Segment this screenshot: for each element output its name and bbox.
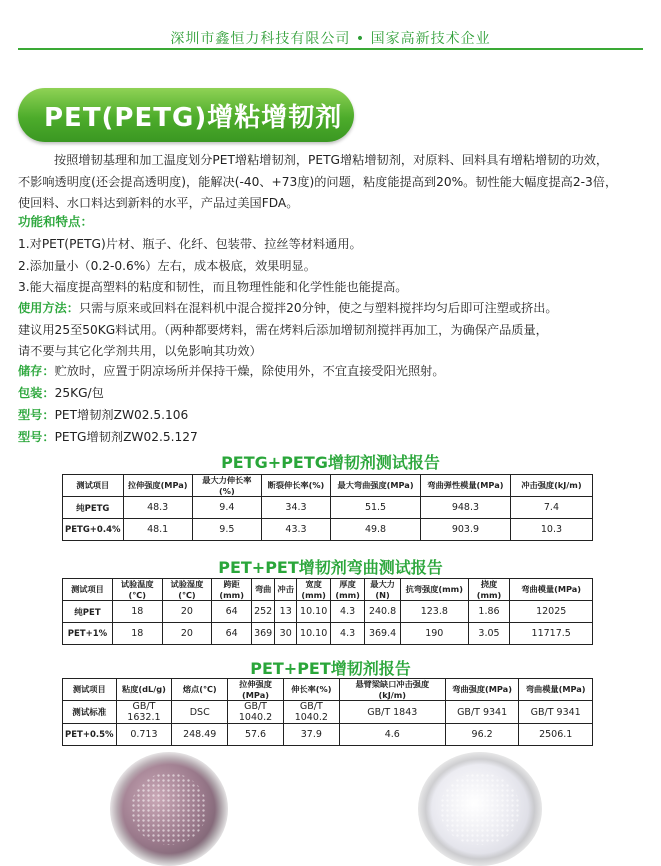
usage-text: 只需与原来或回料在混料机中混合搅拌20分钟，使之与塑料搅拌均匀后即可注塑或挤出。 [78, 301, 558, 315]
table-cell: 9.4 [192, 497, 261, 519]
packing-label: 包装： [18, 386, 55, 400]
table-header-cell: 熔点(℃) [172, 679, 228, 701]
intro-line: 使回料、水口料达到新料的水平，产品过美国FDA。 [18, 196, 299, 210]
table-header-cell: 悬臂梁缺口冲击强度(kJ/m) [339, 679, 445, 701]
table-cell: 64 [212, 623, 252, 645]
table-header-cell: 试验温度(℃) [112, 579, 162, 601]
intro-line: 不影响透明度(还会提高透明度)，能解决(-40、+73度)的问题，粘度能提高到20%。韧性能大幅度提高2-3倍， [18, 174, 618, 189]
storage-text: 贮放时，应置于阴凉场所并保持干燥，除使用外，不宜直接受阳光照射。 [54, 364, 445, 378]
table-cell: 369 [252, 623, 275, 645]
usage-section [18, 298, 643, 363]
table-cell: 903.9 [420, 519, 510, 541]
table-header-cell: 弯曲 [252, 579, 275, 601]
table-header-row [63, 475, 593, 497]
usage-label: 使用方法： [18, 301, 79, 315]
table-cell: PET+1% [63, 623, 113, 645]
pet-report-table [62, 678, 593, 746]
table-cell: 1.86 [468, 601, 510, 623]
header-divider [18, 48, 643, 50]
table-cell: 10.10 [297, 623, 331, 645]
packing-text: 25KG/包 [54, 386, 104, 400]
features-title: 功能和特点： [18, 214, 94, 229]
table-header-cell: 弯曲强度(MPa) [445, 679, 519, 701]
table-cell: 34.3 [261, 497, 330, 519]
intro-paragraph [18, 150, 643, 215]
table-cell: GB/T 1040.2 [228, 701, 284, 724]
feature-item: 3.能大福度提高塑料的粘度和韧性，而且物理性能和化学性能也能提高。 [18, 280, 408, 294]
product-banner [18, 88, 354, 142]
table-cell: 248.49 [172, 724, 228, 746]
table-header-row [63, 679, 593, 701]
company-name: 深圳市鑫恒力科技有限公司 • 国家高新技术企业 [170, 31, 491, 47]
table-cell: GB/T 1632.1 [116, 701, 172, 724]
pet-bending-table [62, 578, 593, 645]
table-header-cell: 最大力(N) [365, 579, 401, 601]
table-row [63, 519, 593, 541]
table-header-cell: 冲击强度(kJ/m) [510, 475, 592, 497]
table-header-cell: 粘度(dL/g) [116, 679, 172, 701]
table-cell: 948.3 [420, 497, 510, 519]
features-list [18, 234, 407, 299]
table-cell: 18 [112, 623, 162, 645]
model-row [18, 406, 188, 423]
table-cell: 30 [275, 623, 297, 645]
table-cell: 4.6 [339, 724, 445, 746]
product-title: PET(PETG)增粘增韧剂 [44, 103, 343, 133]
table-cell: 测试标准 [63, 701, 117, 724]
table-cell: 48.1 [123, 519, 192, 541]
table-cell: GB/T 9341 [445, 701, 519, 724]
table-cell: 11717.5 [510, 623, 593, 645]
table-cell: 96.2 [445, 724, 519, 746]
packing-row [18, 384, 104, 401]
table-cell: PETG+0.4% [63, 519, 124, 541]
table-cell: 123.8 [401, 601, 469, 623]
table-header-cell: 抗弯强度(mm) [401, 579, 469, 601]
table-cell: 10.3 [510, 519, 592, 541]
table-header-cell: 跨距(mm) [212, 579, 252, 601]
table-cell: 20 [162, 623, 212, 645]
granule-texture [131, 773, 207, 846]
usage-text: 建议用25至50KG料试用。（两种都要烤料，需在烤料后添加增韧剂搅拌再加工，为确保产品质量， [18, 322, 548, 337]
table-header-cell: 冲击 [275, 579, 297, 601]
white-granules-dish-image [418, 752, 542, 866]
table-header-cell: 弯曲弹性模量(MPa) [420, 475, 510, 497]
usage-text: 请不要与其它化学剂共用，以免影响其功效） [18, 344, 262, 358]
petg-test-table [62, 474, 593, 541]
model-text: PETG增韧剂ZW02.5.127 [54, 430, 198, 444]
table-cell: 51.5 [331, 497, 421, 519]
table-cell: GB/T 1843 [339, 701, 445, 724]
table-cell: 48.3 [123, 497, 192, 519]
table-cell: 12025 [510, 601, 593, 623]
feature-item: 1.对PET(PETG)片材、瓶子、化纤、包装带、拉丝等材料通用。 [18, 237, 362, 251]
storage-row [18, 362, 445, 379]
table-cell: GB/T 1040.2 [283, 701, 339, 724]
table-cell: 2506.1 [519, 724, 593, 746]
model-row [18, 428, 198, 445]
table-cell: GB/T 9341 [519, 701, 593, 724]
table-cell: 240.8 [365, 601, 401, 623]
table-cell: 0.713 [116, 724, 172, 746]
table-cell: 64 [212, 601, 252, 623]
page-header [0, 0, 661, 48]
table-header-cell: 弯曲模量(MPa) [510, 579, 593, 601]
table-header-cell: 伸长率(%) [283, 679, 339, 701]
granule-texture [440, 773, 519, 846]
model-text: PET增韧剂ZW02.5.106 [54, 408, 189, 422]
table-row [63, 623, 593, 645]
table-cell: PET+0.5% [63, 724, 117, 746]
model-label: 型号： [18, 430, 55, 444]
table-cell: 4.3 [331, 601, 365, 623]
table-header-cell: 断裂伸长率(%) [261, 475, 330, 497]
table-cell: 纯PET [63, 601, 113, 623]
table-row [63, 601, 593, 623]
table-header-cell: 测试项目 [63, 579, 113, 601]
table-cell: 7.4 [510, 497, 592, 519]
table-cell: 369.4 [365, 623, 401, 645]
table-header-cell: 拉伸强度(MPa) [228, 679, 284, 701]
table-header-cell: 弯曲模量(MPa) [519, 679, 593, 701]
table-cell: 3.05 [468, 623, 510, 645]
table-header-cell: 测试项目 [63, 475, 124, 497]
table-cell: DSC [172, 701, 228, 724]
model-label: 型号： [18, 408, 55, 422]
table-header-cell: 挠度(mm) [468, 579, 510, 601]
table-cell: 13 [275, 601, 297, 623]
table-cell: 190 [401, 623, 469, 645]
table2-title: PET+PET增韧剂弯曲测试报告 [218, 558, 443, 577]
purple-granules-dish-image [110, 752, 228, 866]
table-header-cell: 测试项目 [63, 679, 117, 701]
table-row [63, 701, 593, 724]
table-header-cell: 厚度(mm) [331, 579, 365, 601]
table-cell: 18 [112, 601, 162, 623]
table-cell: 252 [252, 601, 275, 623]
table-header-cell: 宽度(mm) [297, 579, 331, 601]
storage-label: 储存： [18, 364, 55, 378]
table-cell: 纯PETG [63, 497, 124, 519]
table-cell: 9.5 [192, 519, 261, 541]
feature-item: 2.添加量小（0.2-0.6%）左右，成本极底，效果明显。 [18, 258, 316, 273]
table-cell: 43.3 [261, 519, 330, 541]
table-cell: 57.6 [228, 724, 284, 746]
table-cell: 4.3 [331, 623, 365, 645]
intro-line: 按照增韧基理和加工温度划分PET增粘增韧剂，PETG增粘增韧剂，对原料、回料具有增粘增韧的功效， [54, 153, 609, 167]
table-row [63, 724, 593, 746]
table-header-cell: 最大弯曲强度(MPa) [331, 475, 421, 497]
table-cell: 10.10 [297, 601, 331, 623]
table-cell: 20 [162, 601, 212, 623]
table3-title: PET+PET增韧剂报告 [250, 659, 411, 678]
table-header-row [63, 579, 593, 601]
table1-title: PETG+PETG增韧剂测试报告 [221, 453, 440, 472]
table-cell: 49.8 [331, 519, 421, 541]
table-row [63, 497, 593, 519]
table-header-cell: 试验湿度(℃) [162, 579, 212, 601]
table-cell: 37.9 [283, 724, 339, 746]
table-header-cell: 拉伸强度(MPa) [123, 475, 192, 497]
table-header-cell: 最大力伸长率(%) [192, 475, 261, 497]
